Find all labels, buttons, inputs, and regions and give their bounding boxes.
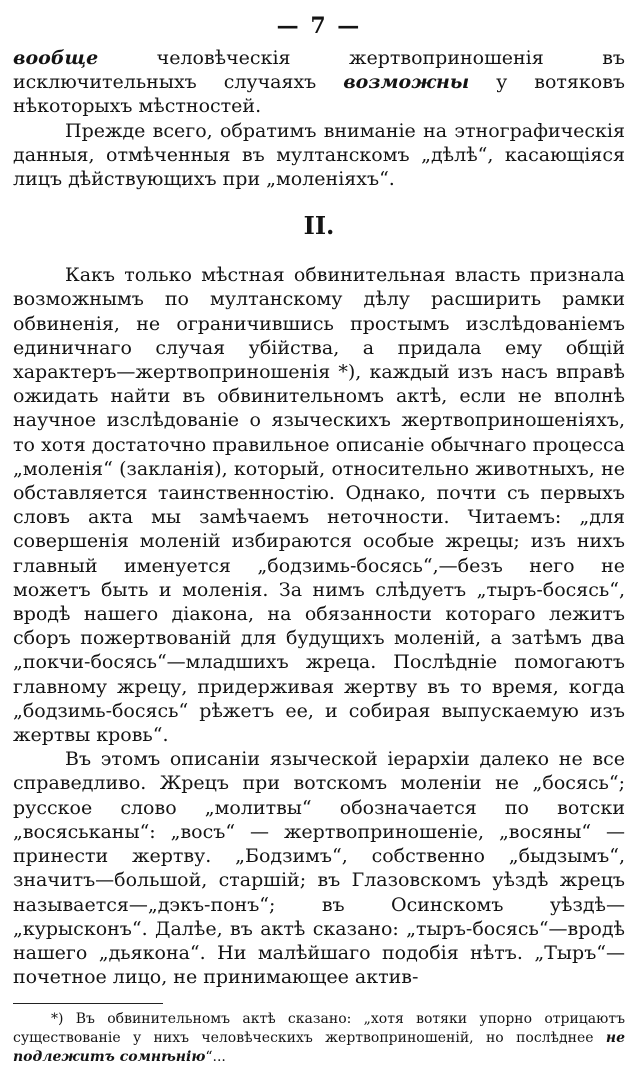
paragraph: [13, 119, 625, 192]
footnote-tail: “...: [205, 1049, 226, 1066]
emphasis-word: возможны: [343, 71, 470, 94]
paragraph-text: Прежде всего, обратимъ вниманіе на этнографическія данныя, отмѣченныя въ мултанскомъ „дѣлѣ“, касающіяся лицъ дѣйствующихъ при „моленіяхъ“.: [13, 119, 625, 191]
page-number: — 7 —: [276, 13, 362, 39]
paragraph: Въ этомъ описаніи языческой іерархіи далеко не все справедливо. Жрецъ при вотскомъ моленіи не „босясь“; русское слово „молитвы“ обозначается по вотски „восяськаны“: „восъ“ — жертвоприношеніе, „восяны“ — принести жертву. „Бодзимъ“, собственно „быдзымъ“, значитъ—большой, старшій; въ Глазовскомъ уѣздѣ жрецъ называется—„дэкъ-понъ“; въ Осинскомъ уѣздѣ—„курысконъ“. Далѣе, въ актѣ сказано: „тыръ-босясь“—вродѣ нашего „дьякона“. Ни малѣйшаго подобія нѣтъ. „Тыръ“—почетное лицо, не принимающее актив-: [13, 748, 625, 989]
footnote: [13, 1010, 625, 1067]
paragraph-continuation: [13, 46, 625, 119]
paragraph-text: человѣческія жертвоприношенія въ исключительныхъ случаяхъ: [13, 47, 625, 94]
emphasis-word: вообще: [13, 47, 99, 69]
footnote-divider: [13, 1003, 163, 1004]
paragraph: Какъ только мѣстная обвинительная власть признала возможнымъ по мултанскому дѣлу расширить рамки обвиненія, не ограничившись простымъ изслѣдованіемъ единичнаго случая убійства, а придала ему общій характеръ—жертвоприношенія *), каждый изъ насъ вправѣ ожидать найти въ обвинительномъ актѣ, если не вполнѣ научное изслѣдованіе о языческихъ жертвоприношеніяхъ, то хотя достаточно правильное описаніе обычнаго процесса „моленія“ (закланія), который, относительно животныхъ, не обставляется таинственностію. Однако, почти съ первыхъ словъ акта мы замѣчаемъ неточности. Читаемъ: „для совершенія моленій избираются особые жрецы; изъ нихъ главный именуется „бодзимь-босясь“,—безъ него не можетъ быть и моленія. За нимъ слѣдуетъ „тыръ-босясь“, вродѣ нашего діакона, на обязанности котораго лежитъ сборъ пожертвованій для будущихъ моленій, а затѣмъ два „покчи-босясь“—младшихъ жреца. Послѣдніе помогаютъ главному жрецу, придерживая жертву въ то время, когда „бодзимь-босясь“ рѣжетъ ее, и собирая выпускаемую изъ жертвы кровь“.: [13, 264, 625, 747]
section-heading: II.: [303, 211, 335, 241]
document-page: [13, 6, 625, 1067]
paragraph-text: у вотяковъ нѣкоторыхъ мѣстностей.: [13, 71, 625, 118]
footnote-text: *) Въ обвинительномъ актѣ сказано: „хотя вотяки упорно отрицаютъ существованіе у нихъ человѣческихъ жертвоприношеній, но послѣднее: [13, 1011, 625, 1047]
footnote-emphasis: не подлежитъ сомнѣнію: [13, 1030, 625, 1066]
